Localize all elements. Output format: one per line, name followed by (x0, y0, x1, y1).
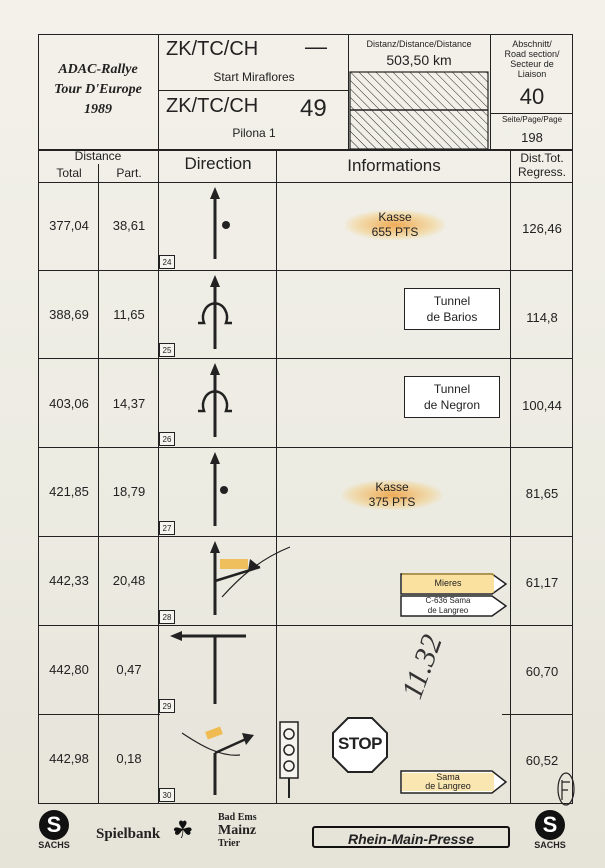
route-top-dash: — (305, 34, 327, 59)
row-28-part: 20,48 (112, 573, 146, 588)
row-29-number: 29 (159, 699, 175, 713)
spielbank-logo: Spielbank (96, 826, 161, 842)
row-25-regress: 114,8 (526, 310, 558, 325)
row-26-info-sign: Tunnel de Negron (404, 376, 500, 418)
row-26-regress: 100,44 (522, 398, 562, 413)
distance-value: 503,50 km (386, 52, 452, 68)
distance-label: Distanz/Distance/Distance (366, 39, 472, 49)
row-29-handwritten-time: 11.32 (395, 630, 449, 704)
row-30-part: 0,18 (116, 751, 142, 766)
row-24-total: 377,04 (49, 218, 89, 233)
row-26-tunnel-icon (160, 359, 275, 445)
sachs-logo-right: S SACHS (534, 812, 566, 850)
row-27-info: Kasse 375 PTS (342, 480, 442, 510)
stop-sign-text: STOP (338, 734, 382, 753)
row-25-number: 25 (159, 343, 175, 357)
row-27-direction-icon (160, 448, 275, 534)
row-24-direction-icon (160, 183, 275, 269)
clover-icon: ☘ (172, 817, 194, 844)
row-30-direction-icon (160, 715, 275, 801)
presse-logo: Rhein-Main-Presse (312, 826, 510, 848)
row-28-regress: 61,17 (525, 575, 559, 590)
route-bottom-number: 49 (300, 95, 327, 122)
casino-cities: Bad Ems Mainz Trier (218, 812, 257, 849)
row-27-regress: 81,65 (525, 486, 559, 501)
roadbook-grid (38, 150, 573, 804)
route-bottom-code: ZK/TC/CH (166, 95, 259, 117)
col-total: Total (56, 166, 82, 180)
row-30-regress: 60,52 (525, 753, 559, 768)
page-label: Seite/Page/Page (501, 115, 563, 124)
col-part: Part. (116, 166, 142, 180)
row-29-left-turn-icon (160, 626, 275, 712)
route-top-code: ZK/TC/CH (166, 38, 259, 60)
row-29-part: 0,47 (116, 662, 142, 677)
row-30-number: 30 (159, 788, 175, 802)
sachs-logo-left: S SACHS (38, 812, 70, 850)
row-26-part: 14,37 (112, 396, 146, 411)
route-bottom-place: Pilona 1 (232, 126, 276, 140)
row-25-total: 388,69 (49, 307, 89, 322)
row-29-total: 442,80 (49, 662, 89, 677)
section-value: 40 (519, 84, 545, 109)
initials-mark (556, 772, 578, 808)
section-label: Abschnitt/ Road section/ Secteur de Liaison (504, 39, 560, 79)
row-24-number: 24 (159, 255, 175, 269)
row-26-total: 403,06 (49, 396, 89, 411)
row-25-tunnel-icon (160, 271, 275, 357)
row-27-part: 18,79 (112, 484, 146, 499)
page-value: 198 (521, 130, 543, 145)
row-29-regress: 60,70 (525, 664, 559, 679)
row-30-total: 442,98 (49, 751, 89, 766)
row-28-total: 442,33 (49, 573, 89, 588)
row-24-info: Kasse 655 PTS (345, 210, 445, 240)
row-26-number: 26 (159, 432, 175, 446)
row-24-regress: 126,46 (522, 221, 562, 236)
hatched-panel (350, 72, 488, 149)
rally-logo: ADAC-Rallye Tour D'Europe 1989 (54, 62, 142, 117)
row-28-sign-mieres: Mieres (402, 573, 494, 593)
row-28-number: 28 (159, 610, 175, 624)
col-informations: Informations (347, 156, 441, 175)
row-25-part: 11,65 (113, 307, 145, 322)
col-distance: Distance (74, 149, 122, 163)
col-dist-tot: Dist.Tot. Regress. (517, 151, 567, 179)
route-top-place: Start Miraflores (213, 70, 295, 84)
row-28-fork-icon (160, 537, 300, 623)
row-27-number: 27 (159, 521, 175, 535)
row-27-total: 421,85 (49, 484, 89, 499)
row-25-info-sign: Tunnel de Barios (404, 288, 500, 330)
row-28-sign-sama: C-636 Sama de Langreo (425, 596, 471, 615)
col-direction: Direction (184, 154, 252, 173)
traffic-light-icon (278, 720, 302, 800)
row-24-part: 38,61 (112, 218, 146, 233)
row-30-sign-sama: Sama de Langreo (402, 773, 494, 791)
